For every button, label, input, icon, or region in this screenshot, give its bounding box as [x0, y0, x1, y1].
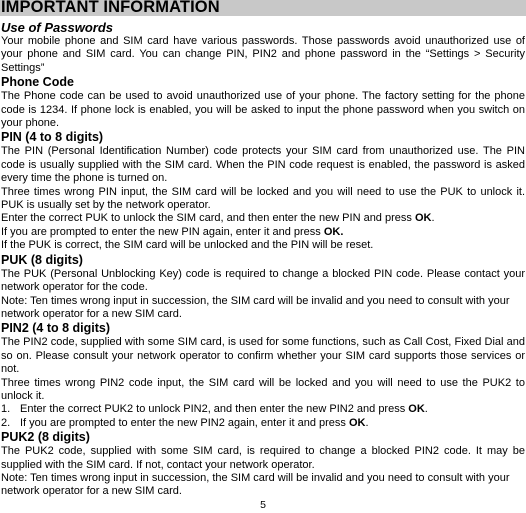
paragraph: The PIN (Personal Identification Number) code protects your SIM card from unauthorized use. The PIN code is usually supplied with the SIM card. When the PIN code request is enabled, the password is asked every time the phone is turned on. — [1, 145, 525, 185]
page-title: IMPORTANT INFORMATION — [1, 0, 220, 16]
list-item: 2. If you are prompted to enter the new PIN2 again, enter it and press OK. — [1, 416, 369, 429]
section-heading-pin2: PIN2 (4 to 8 digits) — [1, 321, 111, 336]
section-heading-puk2: PUK2 (8 digits) — [1, 430, 90, 445]
paragraph: Your mobile phone and SIM card have various passwords. Those passwords avoid unauthorized use of your phone and SIM card. You can change PIN, PIN2 and phone password in the “Settings > Security Settings” — [1, 35, 525, 74]
page-number: 5 — [260, 499, 266, 511]
document-body — [1, 20, 525, 499]
instruction-line: Enter the correct PUK to unlock the SIM card, and then enter the new PIN and press OK. — [1, 212, 435, 225]
paragraph: The PUK (Personal Unblocking Key) code is required to change a blocked PIN code. Please contact your network operator for the code. — [1, 267, 525, 294]
instruction-line: If you are prompted to enter the new PIN again, enter it and press OK. — [1, 225, 344, 238]
list-number: 1. — [1, 403, 11, 416]
ok-key-label: OK. — [323, 225, 344, 238]
header-bar — [0, 0, 526, 16]
section-heading-puk: PUK (8 digits) — [1, 252, 83, 267]
section-heading-pin: PIN (4 to 8 digits) — [1, 130, 104, 145]
paragraph: Three times wrong PIN2 code input, the SIM card will be locked and you will need to use the PUK2 to unlock it. — [1, 376, 525, 402]
section-heading-phone-code: Phone Code — [1, 75, 74, 90]
ok-key-label: OK — [408, 403, 425, 416]
ok-key-label: OK — [414, 212, 432, 225]
note-paragraph: Note: Ten times wrong input in succession, the SIM card will be invalid and you need to consult with your network operator for a new SIM card. — [1, 294, 510, 320]
note-paragraph: Note: Ten times wrong input in succession, the SIM card will be invalid and you need to consult with your network operator for a new SIM card. — [1, 471, 510, 498]
ok-key-label: OK — [348, 416, 366, 429]
paragraph: The Phone code can be used to avoid unauthorized use of your phone. The factory setting for the phone code is 1234. If phone lock is enabled, you will be asked to input the phone password when you switch on your phone. — [1, 90, 525, 130]
section-heading-use-of-passwords: Use of Passwords — [1, 20, 113, 35]
paragraph: Three times wrong PIN input, the SIM card will be locked and you will need to use the PUK to unlock it. PUK is usually set by the network operator. — [1, 185, 525, 212]
instruction-line: If the PUK is correct, the SIM card will be unlocked and the PIN will be reset. — [1, 239, 374, 252]
paragraph: The PUK2 code, supplied with some SIM card, is required to change a blocked PIN2 code. It may be supplied with the SIM card. If not, contact your network operator. — [1, 445, 525, 471]
list-item: 1. Enter the correct PUK2 to unlock PIN2, and then enter the new PIN2 and press OK. — [1, 403, 428, 416]
paragraph: The PIN2 code, supplied with some SIM card, is used for some functions, such as Call Cost, Fixed Dial and so on. Please consult your network operator to confirm whether your SIM card supports those services or not. — [1, 336, 525, 376]
list-number: 2. — [1, 416, 11, 429]
